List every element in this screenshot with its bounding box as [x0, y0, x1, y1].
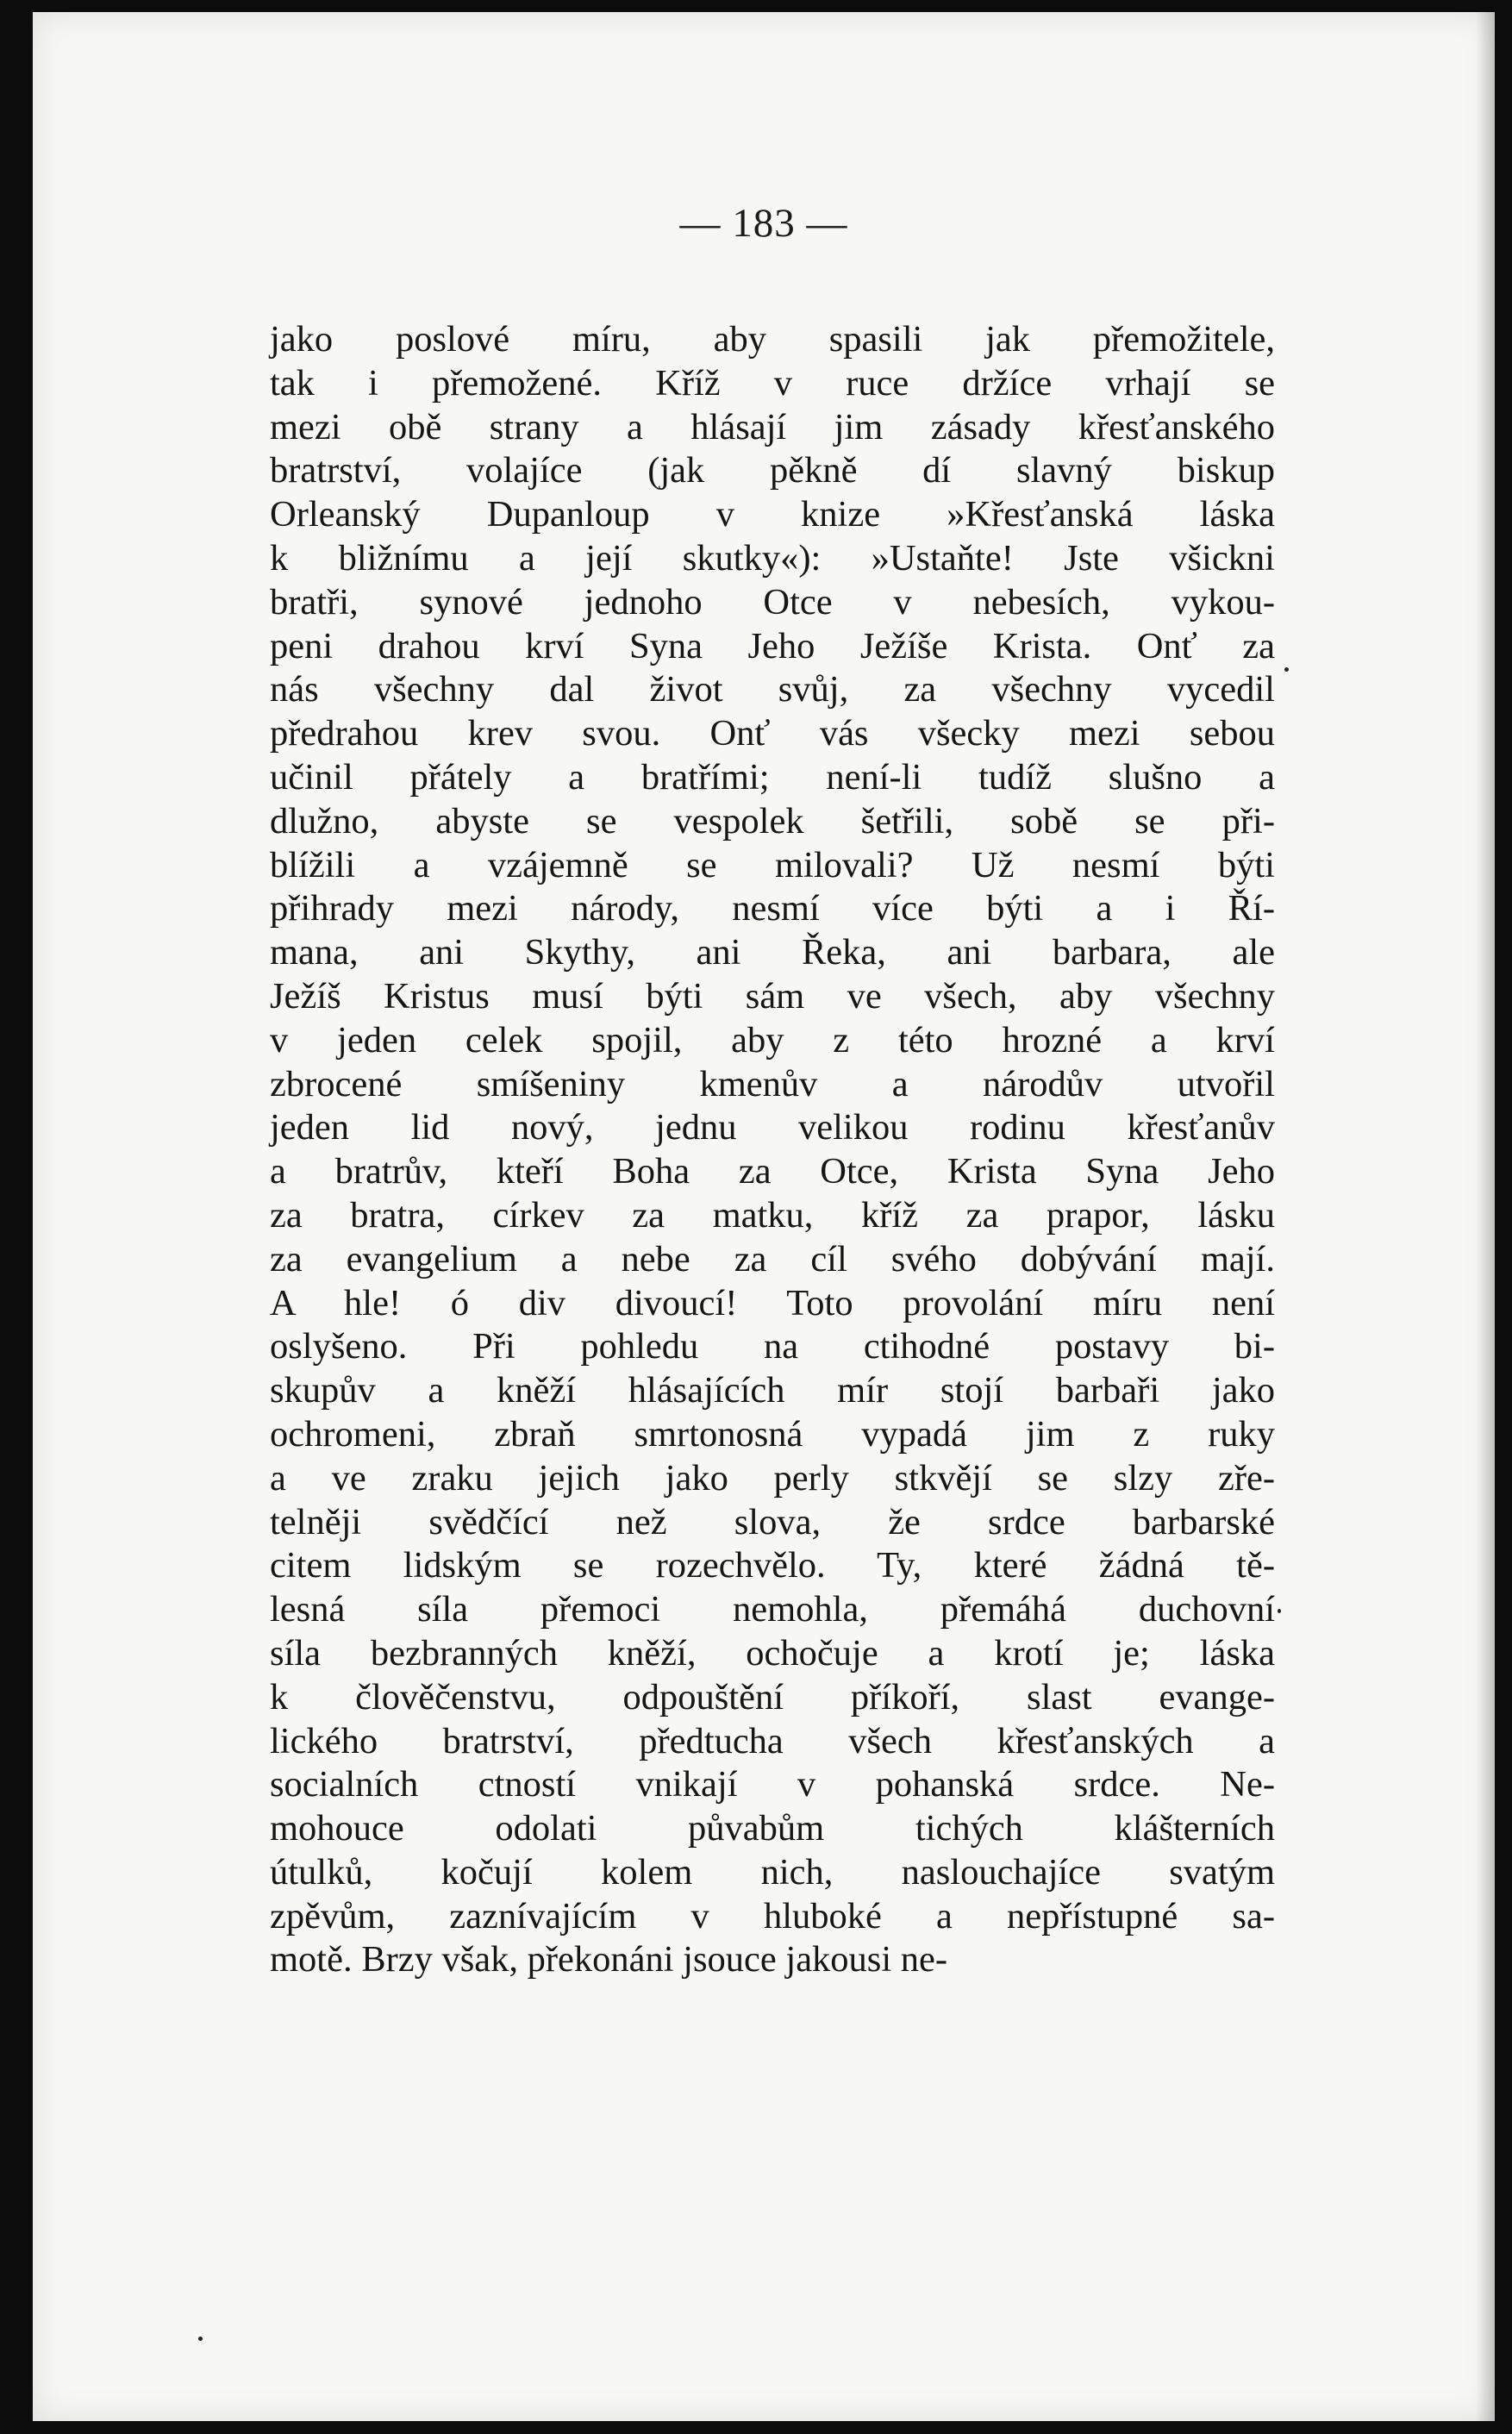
text-line: bratrství, volajíce (jak pěkně dí slavný biskup	[270, 450, 1275, 491]
text-line: za bratra, církev za matku, kříž za prapor, lásku	[270, 1194, 1275, 1236]
text-line: oslyšeno. Při pohledu na ctihodné postavy bi-	[270, 1326, 1275, 1367]
text-line: Ježíš Kristus musí býti sám ve všech, aby všechny	[270, 975, 1275, 1017]
text-line: mana, ani Skythy, ani Řeka, ani barbara, ale	[270, 932, 1275, 973]
text-line: mohouce odolati půvabům tichých klášterních	[270, 1808, 1275, 1849]
text-line: učinil přátely a bratřími; není-li tudíž slušno a	[270, 756, 1275, 798]
text-line: k bližnímu a její skutky«): »Ustaňte! Jste všickni	[270, 537, 1275, 579]
text-line: A hle! ó div divoucí! Toto provolání míru není	[270, 1282, 1275, 1323]
text-line: předrahou krev svou. Onť vás všecky mezi sebou	[270, 713, 1275, 754]
text-line: útulků, kočují kolem nich, naslouchajíce svatým	[270, 1851, 1275, 1893]
body-text	[270, 318, 1275, 1982]
book-page	[33, 12, 1495, 2421]
text-line: motě. Brzy však, překonáni jsouce jakousi ne-	[270, 1939, 948, 1980]
text-line: dlužno, abyste se vespolek šetřili, sobě se při-	[270, 800, 1275, 842]
text-line: a ve zraku jejich jako perly stkvějí se slzy zře-	[270, 1457, 1275, 1499]
text-line: skupův a kněží hlásajících mír stojí barbaři jako	[270, 1370, 1275, 1411]
text-line: peni drahou krví Syna Jeho Ježíše Krista. Onť za	[270, 625, 1275, 666]
text-line: lesná síla přemoci nemohla, přemáhá duchovní	[270, 1589, 1275, 1630]
text-line: tak i přemožené. Kříž v ruce držíce vrhají se	[270, 362, 1275, 404]
text-line: Orleanský Dupanloup v knize »Křesťanská láska	[270, 494, 1275, 535]
text-line: bratři, synové jednoho Otce v nebesích, vykou-	[270, 581, 1275, 623]
text-line: jako poslové míru, aby spasili jak přemožitele,	[270, 319, 1275, 360]
text-line: ochromeni, zbraň smrtonosná vypadá jim z ruky	[270, 1413, 1275, 1455]
text-line: za evangelium a nebe za cíl svého dobývání mají.	[270, 1238, 1275, 1280]
text-line: v jeden celek spojil, aby z této hrozné a krví	[270, 1019, 1275, 1061]
text-line: lického bratrství, předtucha všech křesťanských a	[270, 1720, 1275, 1761]
text-line: a bratrův, kteří Boha za Otce, Krista Syna Jeho	[270, 1151, 1275, 1192]
text-line: blížili a vzájemně se milovali? Už nesmí býti	[270, 844, 1275, 885]
page-edge-shadow	[1476, 12, 1495, 2421]
page-number: — 183 —	[679, 201, 848, 246]
scan-speck	[1278, 1609, 1281, 1613]
text-line: zbrocené smíšeniny kmenův a národův utvořil	[270, 1063, 1275, 1104]
text-line: telněji svědčící než slova, že srdce barbarské	[270, 1501, 1275, 1542]
text-line: přihrady mezi národy, nesmí více býti a i Ří-	[270, 888, 1275, 929]
text-line: síla bezbranných kněží, ochočuje a krotí je; láska	[270, 1632, 1275, 1674]
text-line: nás všechny dal život svůj, za všechny vycedil	[270, 669, 1275, 710]
text-line: mezi obě strany a hlásají jim zásady křesťanského	[270, 406, 1275, 447]
text-line: k člověčenstvu, odpouštění příkoří, slast evange-	[270, 1676, 1275, 1718]
scan-speck	[1284, 667, 1289, 672]
text-line: socialních ctností vnikají v pohanská srdce. Ne-	[270, 1764, 1275, 1805]
text-line: zpěvům, zaznívajícím v hluboké a nepřístupné sa-	[270, 1895, 1275, 1937]
scan-speck	[198, 2337, 203, 2341]
text-line: citem lidským se rozechvělo. Ty, které žádná tě-	[270, 1545, 1275, 1586]
text-line: jeden lid nový, jednu velikou rodinu křesťanův	[270, 1107, 1275, 1148]
